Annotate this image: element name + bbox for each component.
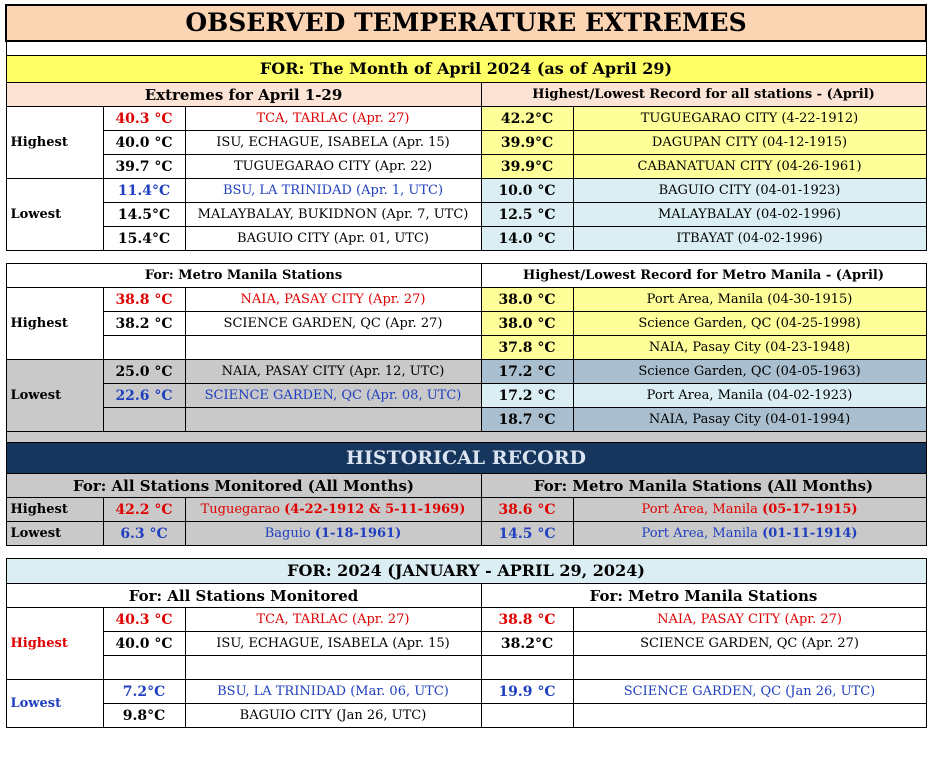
metro-left-header: For: Metro Manila Stations (6, 264, 481, 288)
historical-mm-low-date: (01-11-1914) (762, 525, 858, 541)
metro-low-station-2: SCIENCE GARDEN, QC (Apr. 08, UTC) (185, 384, 481, 408)
historical-low-temp: 6.3 °C (103, 522, 185, 546)
april-high-temp-2: 40.0 °C (103, 131, 185, 155)
metro-low-temp-1: 25.0 °C (103, 360, 185, 384)
year-highest-label: Highest (6, 608, 103, 680)
year-lowest-label: Lowest (6, 680, 103, 728)
historical-highest-label: Highest (6, 498, 103, 522)
year-high-empty-temp (103, 656, 185, 680)
april-right-header: Highest/Lowest Record for all stations - (April) (481, 83, 926, 107)
metro-record-low-temp-3: 18.7 °C (481, 408, 573, 432)
historical-left-header: For: All Stations Monitored (All Months) (6, 474, 481, 498)
april-record-low-station-3: ITBAYAT (04-02-1996) (573, 227, 926, 251)
metro-high-station-3 (185, 336, 481, 360)
year-mm-high-temp-1: 38.8 °C (481, 608, 573, 632)
year-high-temp-1: 40.3 °C (103, 608, 185, 632)
metro-record-low-temp-1: 17.2 °C (481, 360, 573, 384)
april-record-high-temp-1: 42.2°C (481, 107, 573, 131)
year-high-empty-station (185, 656, 481, 680)
april-high-station-1: TCA, TARLAC (Apr. 27) (185, 107, 481, 131)
metro-record-high-station-3: NAIA, Pasay City (04-23-1948) (573, 336, 926, 360)
year-mm-low-temp-2 (481, 704, 573, 728)
april-record-low-temp-1: 10.0 °C (481, 179, 573, 203)
april-high-temp-1: 40.3 °C (103, 107, 185, 131)
year-right-header: For: Metro Manila Stations (481, 584, 926, 608)
year-low-station-2: BAGUIO CITY (Jan 26, UTC) (185, 704, 481, 728)
year-low-temp-2: 9.8°C (103, 704, 185, 728)
april-left-header: Extremes for April 1-29 (6, 83, 481, 107)
historical-mm-low-temp: 14.5 °C (481, 522, 573, 546)
metro-high-station-1: NAIA, PASAY CITY (Apr. 27) (185, 288, 481, 312)
historical-high-station: Tuguegarao (200, 501, 280, 517)
april-record-low-temp-2: 12.5 °C (481, 203, 573, 227)
metro-record-low-station-3: NAIA, Pasay City (04-01-1994) (573, 408, 926, 432)
historical-mm-high-temp: 38.6 °C (481, 498, 573, 522)
metro-low-temp-2: 22.6 °C (103, 384, 185, 408)
april-lowest-label: Lowest (6, 179, 103, 251)
year-mm-high-empty-temp (481, 656, 573, 680)
april-low-station-1: BSU, LA TRINIDAD (Apr. 1, UTC) (185, 179, 481, 203)
historical-mm-high-date: (05-17-1915) (762, 501, 858, 517)
year-high-station-1: TCA, TARLAC (Apr. 27) (185, 608, 481, 632)
year-header: FOR: 2024 (JANUARY - APRIL 29, 2024) (6, 559, 926, 584)
metro-low-station-3 (185, 408, 481, 432)
year-left-header: For: All Stations Monitored (6, 584, 481, 608)
april-low-temp-2: 14.5°C (103, 203, 185, 227)
year-mm-low-temp-1: 19.9 °C (481, 680, 573, 704)
historical-mm-high-cell (573, 498, 926, 522)
metro-high-temp-3 (103, 336, 185, 360)
historical-banner: HISTORICAL RECORD (6, 443, 926, 474)
metro-lowest-label: Lowest (6, 360, 103, 432)
historical-low-date: (1-18-1961) (314, 525, 402, 541)
april-low-station-2: MALAYBALAY, BUKIDNON (Apr. 7, UTC) (185, 203, 481, 227)
metro-low-temp-3 (103, 408, 185, 432)
historical-high-date: (4-22-1912 & 5-11-1969) (284, 501, 466, 517)
temperature-extremes-sheet (5, 4, 925, 728)
year-mm-high-empty-station (573, 656, 926, 680)
april-high-station-3: TUGUEGARAO CITY (Apr. 22) (185, 155, 481, 179)
year-mm-low-station-2 (573, 704, 926, 728)
april-high-temp-3: 39.7 °C (103, 155, 185, 179)
metro-record-high-station-2: Science Garden, QC (04-25-1998) (573, 312, 926, 336)
metro-record-high-temp-3: 37.8 °C (481, 336, 573, 360)
period-header: FOR: The Month of April 2024 (as of April 29) (6, 56, 926, 83)
year-low-station-1: BSU, LA TRINIDAD (Mar. 06, UTC) (185, 680, 481, 704)
metro-record-low-station-2: Port Area, Manila (04-02-1923) (573, 384, 926, 408)
metro-record-high-temp-1: 38.0 °C (481, 288, 573, 312)
historical-high-station-cell (185, 498, 481, 522)
metro-record-high-station-1: Port Area, Manila (04-30-1915) (573, 288, 926, 312)
metro-high-station-2: SCIENCE GARDEN, QC (Apr. 27) (185, 312, 481, 336)
historical-low-station: Baguio (264, 525, 311, 541)
historical-right-header: For: Metro Manila Stations (All Months) (481, 474, 926, 498)
year-low-temp-1: 7.2°C (103, 680, 185, 704)
april-record-high-station-2: DAGUPAN CITY (04-12-1915) (573, 131, 926, 155)
april-record-high-temp-2: 39.9°C (481, 131, 573, 155)
year-mm-high-station-2: SCIENCE GARDEN, QC (Apr. 27) (573, 632, 926, 656)
year-mm-low-station-1: SCIENCE GARDEN, QC (Jan 26, UTC) (573, 680, 926, 704)
metro-record-low-temp-2: 17.2 °C (481, 384, 573, 408)
april-record-high-temp-3: 39.9°C (481, 155, 573, 179)
april-record-low-temp-3: 14.0 °C (481, 227, 573, 251)
extremes-table (5, 4, 927, 728)
april-high-station-2: ISU, ECHAGUE, ISABELA (Apr. 15) (185, 131, 481, 155)
april-record-low-station-1: BAGUIO CITY (04-01-1923) (573, 179, 926, 203)
april-low-temp-3: 15.4°C (103, 227, 185, 251)
historical-lowest-label: Lowest (6, 522, 103, 546)
historical-mm-high-station: Port Area, Manila (641, 501, 758, 517)
historical-low-station-cell (185, 522, 481, 546)
metro-low-station-1: NAIA, PASAY CITY (Apr. 12, UTC) (185, 360, 481, 384)
metro-right-header: Highest/Lowest Record for Metro Manila - (April) (481, 264, 926, 288)
historical-mm-low-station: Port Area, Manila (641, 525, 758, 541)
april-record-low-station-2: MALAYBALAY (04-02-1996) (573, 203, 926, 227)
april-highest-label: Highest (6, 107, 103, 179)
grey-gap (6, 432, 926, 443)
april-low-temp-1: 11.4°C (103, 179, 185, 203)
historical-mm-low-cell (573, 522, 926, 546)
historical-high-temp: 42.2 °C (103, 498, 185, 522)
april-record-high-station-3: CABANATUAN CITY (04-26-1961) (573, 155, 926, 179)
year-high-station-2: ISU, ECHAGUE, ISABELA (Apr. 15) (185, 632, 481, 656)
metro-record-high-temp-2: 38.0 °C (481, 312, 573, 336)
year-mm-high-station-1: NAIA, PASAY CITY (Apr. 27) (573, 608, 926, 632)
april-record-high-station-1: TUGUEGARAO CITY (4-22-1912) (573, 107, 926, 131)
metro-high-temp-2: 38.2 °C (103, 312, 185, 336)
metro-record-low-station-1: Science Garden, QC (04-05-1963) (573, 360, 926, 384)
metro-highest-label: Highest (6, 288, 103, 360)
april-low-station-3: BAGUIO CITY (Apr. 01, UTC) (185, 227, 481, 251)
metro-high-temp-1: 38.8 °C (103, 288, 185, 312)
page-title: OBSERVED TEMPERATURE EXTREMES (6, 5, 926, 41)
year-high-temp-2: 40.0 °C (103, 632, 185, 656)
year-mm-high-temp-2: 38.2°C (481, 632, 573, 656)
